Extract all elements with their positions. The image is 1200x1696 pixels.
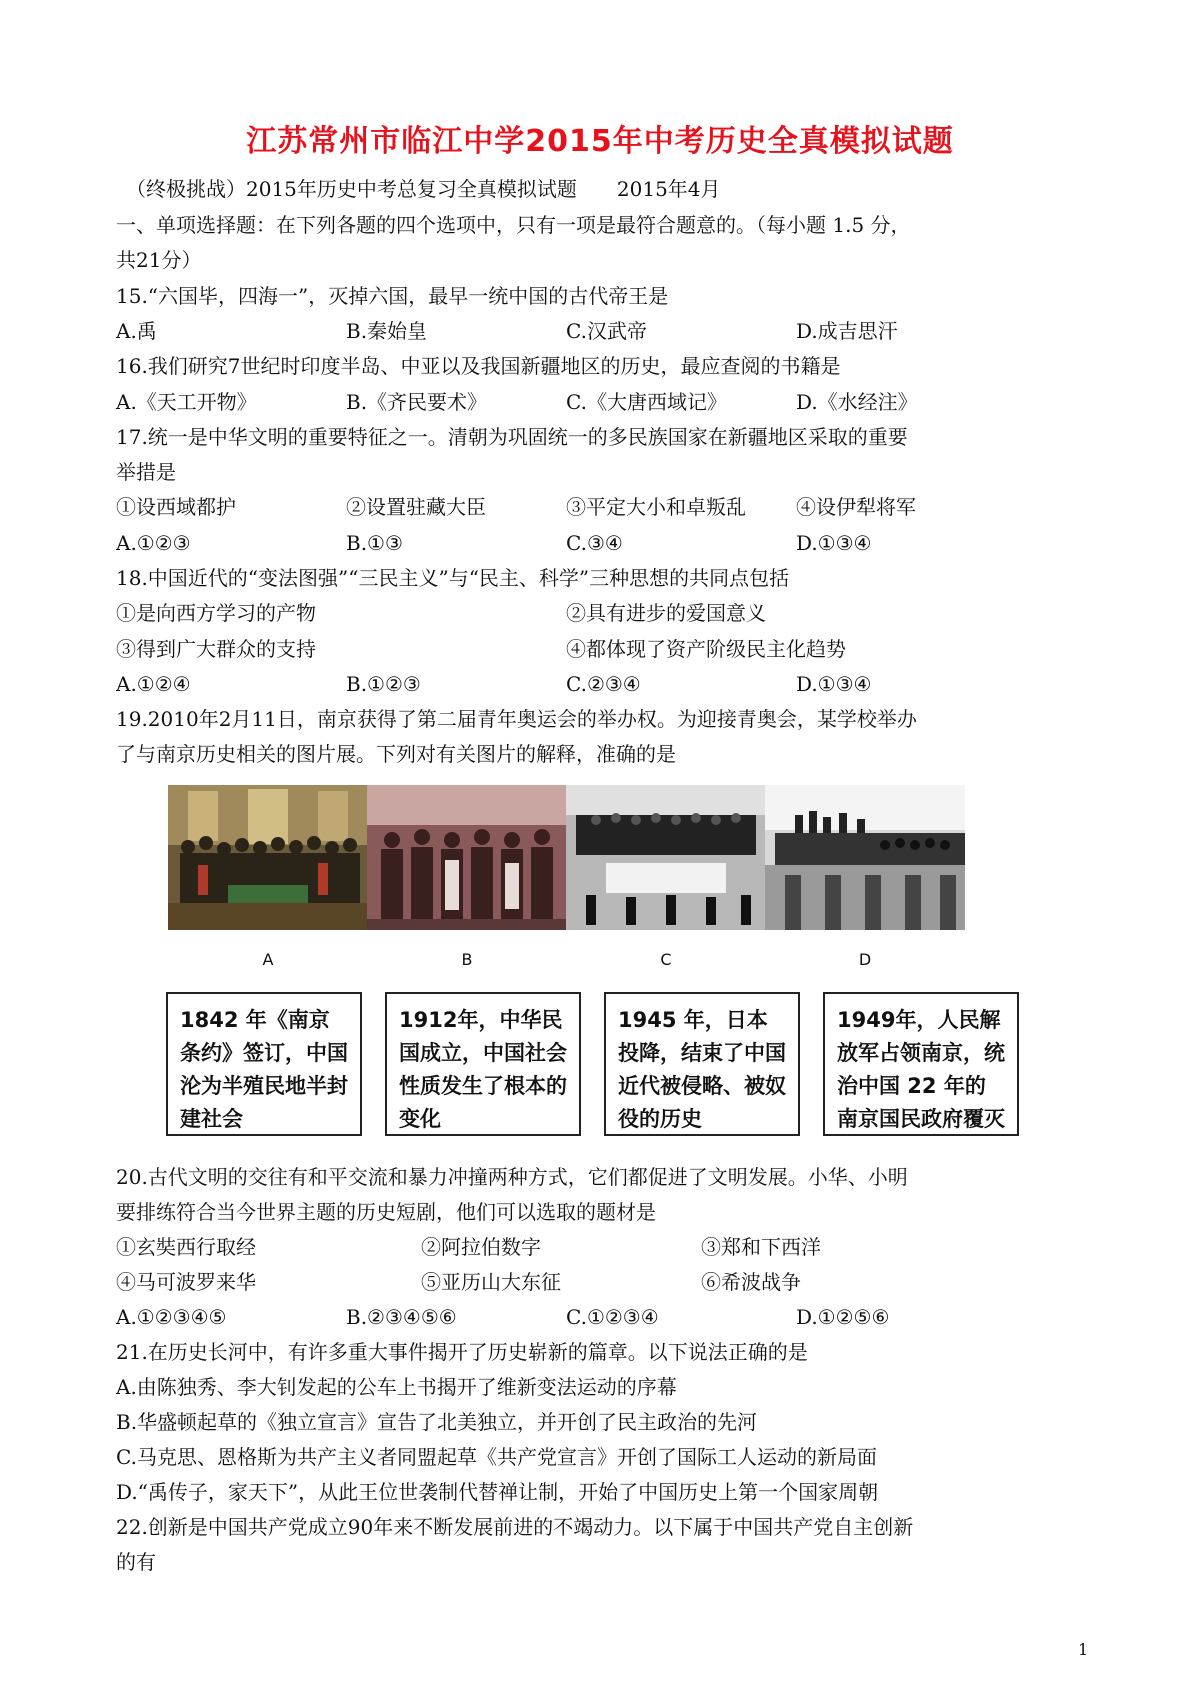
page-title: 江苏常州市临江中学2015年中考历史全真模拟试题	[246, 124, 954, 159]
q20-item-2: ②阿拉伯数字	[421, 1235, 541, 1259]
q20-option-d: D.①②⑤⑥	[796, 1305, 890, 1329]
q18-option-c: C.②③④	[566, 672, 641, 696]
q17-item-3: ③平定大小和卓叛乱	[566, 495, 746, 519]
photo-c-surrender-ceremony	[566, 785, 766, 930]
q17-item-4: ④设伊犁将军	[796, 495, 916, 519]
q20-item-4: ④马可波罗来华	[116, 1270, 256, 1294]
q20-option-a: A.①②③④⑤	[116, 1305, 227, 1329]
q17-option-a: A.①②③	[116, 531, 191, 555]
q15-option-c: C.汉武帝	[566, 319, 647, 343]
q19-stem-line1: 19.2010年2月11日，南京获得了第二届青年奥运会的举办权。为迎接青奥会，某学校举办	[116, 707, 917, 731]
q18-item-3: ③得到广大群众的支持	[116, 637, 316, 661]
photo-a-treaty-painting	[168, 785, 368, 930]
q21-option-d: D.“禹传子，家天下”，从此王位世袭制代替禅让制，开始了中国历史上第一个国家周朝	[116, 1480, 879, 1504]
photo-label-c: C	[660, 950, 672, 969]
q15-option-b: B.秦始皇	[346, 319, 428, 343]
q22-stem-line1: 22.创新是中国共产党成立90年来不断发展前进的不竭动力。以下属于中国共产党自主创新	[116, 1515, 914, 1539]
subtitle: （终极挑战）2015年历史中考总复习全真模拟试题 2015年4月	[126, 177, 721, 201]
q15-option-d: D.成吉思汗	[796, 319, 898, 343]
q17-stem-line2: 举措是	[116, 460, 176, 484]
photo-label-a: A	[262, 950, 274, 969]
q16-stem: 16.我们研究7世纪时印度半岛、中亚以及我国新疆地区的历史，最应查阅的书籍是	[116, 354, 841, 378]
q20-option-b: B.②③④⑤⑥	[346, 1305, 457, 1329]
q19-stem-line2: 了与南京历史相关的图片展。下列对有关图片的解释，准确的是	[116, 742, 676, 766]
caption-box-a: 1842 年《南京条约》签订，中国沦为半殖民地半封建社会	[166, 992, 362, 1136]
page-number: 1	[1078, 1640, 1089, 1659]
q22-stem-line2: 的有	[116, 1550, 156, 1574]
q20-stem-line1: 20.古代文明的交往有和平交流和暴力冲撞两种方式，它们都促进了文明发展。小华、小明	[116, 1165, 908, 1189]
caption-box-d: 1949年，人民解放军占领南京，统治中国 22 年的南京国民政府覆灭	[823, 992, 1019, 1136]
q17-item-1: ①设西域都护	[116, 495, 236, 519]
photo-d-soldiers-on-building	[765, 785, 965, 930]
q15-option-a: A.禹	[116, 319, 157, 343]
q20-stem-line2: 要排练符合当今世界主题的历史短剧，他们可以选取的题材是	[116, 1200, 656, 1224]
q18-item-4: ④都体现了资产阶级民主化趋势	[566, 637, 846, 661]
q18-option-a: A.①②④	[116, 672, 191, 696]
q18-item-1: ①是向西方学习的产物	[116, 601, 316, 625]
q20-item-1: ①玄奘西行取经	[116, 1235, 256, 1259]
q20-item-3: ③郑和下西洋	[701, 1235, 821, 1259]
q16-option-c: C.《大唐西域记》	[566, 390, 727, 414]
photo-b-group-portrait	[367, 785, 567, 930]
q21-option-b: B.华盛顿起草的《独立宣言》宣告了北美独立，并开创了民主政治的先河	[116, 1410, 758, 1434]
q16-option-d: D.《水经注》	[796, 390, 918, 414]
q21-stem: 21.在历史长河中，有许多重大事件揭开了历史崭新的篇章。以下说法正确的是	[116, 1340, 808, 1364]
q17-option-b: B.①③	[346, 531, 403, 555]
section-header-line1: 一、单项选择题：在下列各题的四个选项中，只有一项是最符合题意的。（每小题 1.5 分，	[116, 213, 911, 237]
q18-item-2: ②具有进步的爱国意义	[566, 601, 766, 625]
q17-option-c: C.③④	[566, 531, 623, 555]
q16-option-a: A.《天工开物》	[116, 390, 257, 414]
section-header-line2: 共21分）	[116, 248, 202, 272]
photo-label-d: D	[858, 950, 872, 969]
caption-box-b: 1912年，中华民国成立，中国社会性质发生了根本的变化	[385, 992, 581, 1136]
q20-item-6: ⑥希波战争	[701, 1270, 801, 1294]
q18-option-d: D.①③④	[796, 672, 872, 696]
q17-item-2: ②设置驻藏大臣	[346, 495, 486, 519]
q20-option-c: C.①②③④	[566, 1305, 659, 1329]
q18-stem: 18.中国近代的“变法图强”“三民主义”与“民主、科学”三种思想的共同点包括	[116, 566, 790, 590]
q17-stem-line1: 17.统一是中华文明的重要特征之一。清朝为巩固统一的多民族国家在新疆地区采取的重要	[116, 425, 908, 449]
q18-option-b: B.①②③	[346, 672, 421, 696]
q16-option-b: B.《齐民要术》	[346, 390, 488, 414]
photo-label-b: B	[461, 950, 473, 969]
q20-item-5: ⑤亚历山大东征	[421, 1270, 561, 1294]
q21-option-a: A.由陈独秀、李大钊发起的公车上书揭开了维新变法运动的序幕	[116, 1375, 677, 1399]
q17-option-d: D.①③④	[796, 531, 872, 555]
q21-option-c: C.马克思、恩格斯为共产主义者同盟起草《共产党宣言》开创了国际工人运动的新局面	[116, 1445, 877, 1469]
caption-box-c: 1945 年，日本投降，结束了中国近代被侵略、被奴役的历史	[604, 992, 800, 1136]
q15-stem: 15.“六国毕，四海一”，灭掉六国，最早一统中国的古代帝王是	[116, 284, 669, 308]
